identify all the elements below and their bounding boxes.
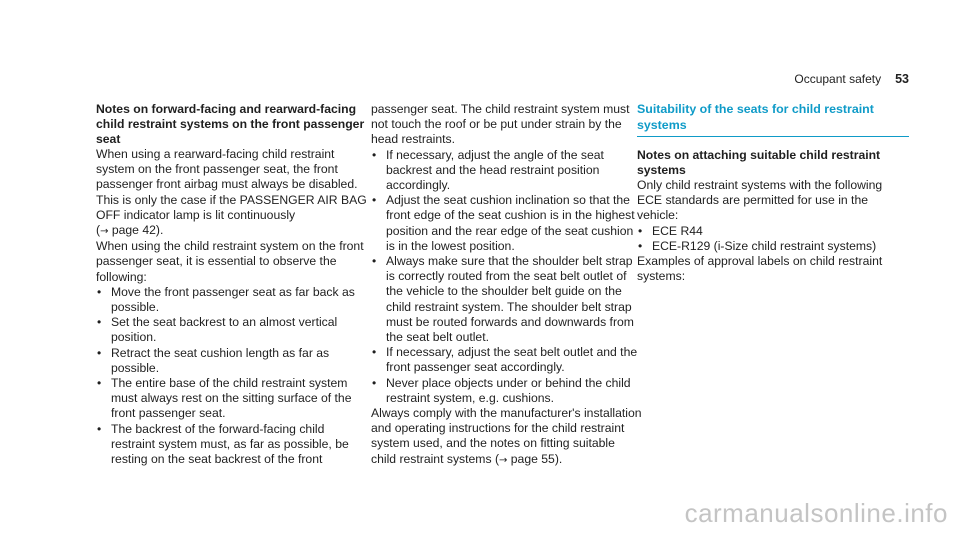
- list-item: • ECE R44: [637, 224, 909, 239]
- page-header: [794, 72, 909, 86]
- list-item: • Retract the seat cushion length as far as possible.: [96, 346, 368, 376]
- airbag-paragraph: When using a rearward-facing child restraint system on the front passenger seat, the front passenger front airbag must always be disabled. This is only the case if the PASSENGER AIR BAG OFF indicator lamp is lit continuously (→ page 42).: [96, 147, 367, 238]
- arrow-right-icon: →: [499, 454, 508, 466]
- column-left: [96, 102, 368, 467]
- column-right: [637, 102, 909, 284]
- observe-paragraph: When using the child restraint system on the front passenger seat, it is essential to observe the following:: [96, 239, 364, 284]
- list-item: • ECE-R129 (i-Size child restraint systems): [637, 239, 909, 254]
- list-item: • Set the seat backrest to an almost vertical position.: [96, 315, 368, 345]
- page-reference[interactable]: (→ page 42).: [96, 223, 164, 238]
- standards-list: [637, 224, 909, 254]
- page-reference[interactable]: → page 55).: [499, 451, 563, 466]
- list-item: • If necessary, adjust the angle of the seat backrest and the head restraint position accordingly.: [371, 148, 643, 194]
- list-item: • Never place objects under or behind the child restraint system, e.g. cushions.: [371, 376, 643, 406]
- instruction-list: [371, 148, 643, 406]
- closing-paragraph: Always comply with the manufacturer's installation and operating instructions for the child restraint system used, and the notes on fitting suitable child restraint systems (→ page 55).: [371, 406, 642, 466]
- attaching-heading: Notes on attaching suitable child restraint systems: [637, 148, 881, 177]
- instruction-list: [96, 285, 368, 467]
- section-name: Occupant safety: [794, 72, 882, 86]
- list-item: • If necessary, adjust the seat belt outlet and the front passenger seat accordingly.: [371, 345, 643, 375]
- arrow-right-icon: →: [100, 226, 109, 238]
- standards-paragraph: Only child restraint systems with the following ECE standards are permitted for use in the vehicle:: [637, 178, 883, 223]
- list-item: • Always make sure that the shoulder belt strap is correctly routed from the seat belt outlet of the vehicle to the shoulder belt guide on the child restraint system. The shoulder belt strap must be routed forwards and downwards from the seat belt outlet.: [371, 254, 643, 345]
- labels-paragraph: Examples of approval labels on child restraint systems:: [637, 254, 883, 284]
- watermark: carmanualsonline.info: [684, 498, 948, 528]
- section-title: Suitability of the seats for child restraint systems: [637, 102, 909, 137]
- notes-heading: Notes on forward-facing and rearward-facing child restraint systems on the front passenger seat: [96, 102, 365, 146]
- list-item: • The entire base of the child restraint system must always rest on the sitting surface of the front passenger seat.: [96, 376, 368, 422]
- column-middle: [371, 102, 643, 468]
- list-item: • Adjust the seat cushion inclination so that the front edge of the seat cushion is in the highest position and the rear edge of the seat cushion is in the lowest position.: [371, 193, 643, 254]
- list-item: • Move the front passenger seat as far back as possible.: [96, 285, 368, 315]
- page-number: 53: [895, 72, 909, 86]
- continuation-text: passenger seat. The child restraint system must not touch the roof or be put under strain by the head restraints.: [371, 102, 630, 147]
- list-item: • The backrest of the forward-facing child restraint system must, as far as possible, be resting on the seat backrest of the front: [96, 422, 368, 468]
